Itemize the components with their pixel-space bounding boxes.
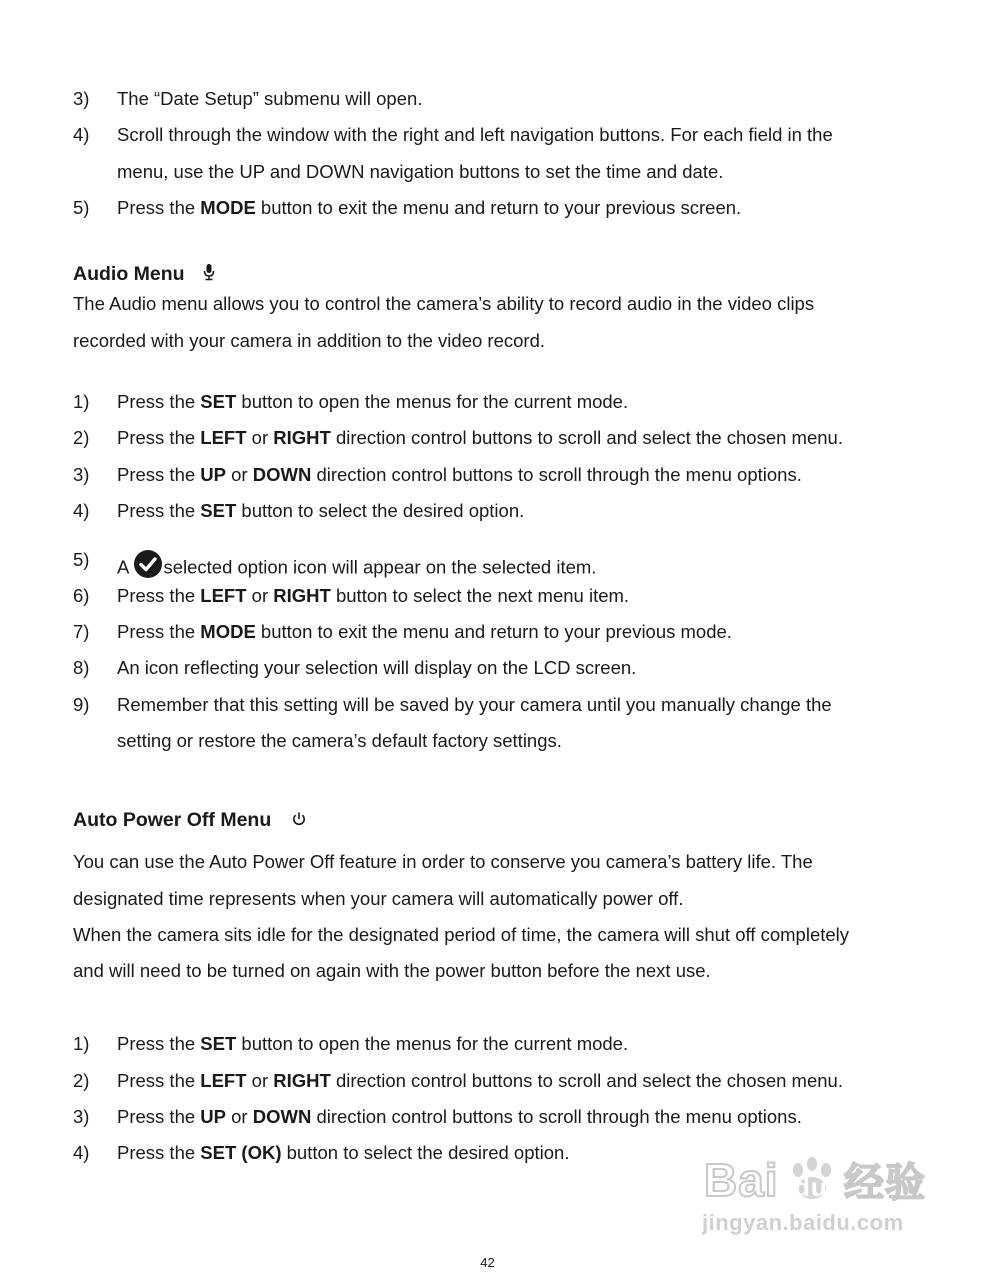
list-item-text: [117, 694, 832, 716]
list-item-number: 3): [73, 464, 90, 485]
list-item-number: 2): [73, 427, 90, 448]
text-run: Press the: [117, 197, 201, 218]
svg-text:du: du: [794, 1172, 828, 1202]
list-item-text: [117, 464, 802, 486]
list-item-number: 5): [73, 197, 90, 218]
list-item-number: 9): [73, 694, 90, 715]
bold-term: RIGHT: [273, 427, 331, 448]
power-icon: [291, 809, 307, 833]
bold-term: SET: [200, 391, 237, 412]
text-run: or: [226, 464, 253, 485]
text-run: button to exit the menu and return to your previous screen.: [255, 197, 742, 218]
text-run: Press the: [117, 427, 201, 448]
text-run: selected option icon will appear on the selected item.: [163, 556, 597, 578]
text-run: menu, use the UP and DOWN navigation buttons to set the time and date.: [117, 161, 724, 182]
list-item-text: [117, 730, 562, 752]
text-run: Press the: [117, 1033, 201, 1054]
text-run: button to select the desired option.: [281, 1142, 570, 1163]
svg-text:Bai: Bai: [704, 1154, 779, 1206]
microphone-icon: [202, 263, 216, 287]
svg-text:经验: 经验: [844, 1160, 926, 1206]
bold-term: LEFT: [200, 427, 247, 448]
list-item-text: [117, 1070, 843, 1092]
auto-power-off-para2-line2: and will need to be turned on again with the power button before the next use.: [73, 960, 711, 981]
text-run: Press the: [117, 1142, 201, 1163]
list-item-text: [117, 1033, 628, 1055]
audio-menu-title: Audio Menu: [73, 263, 185, 285]
list-item-text: [117, 585, 629, 607]
text-run: The “Date Setup” submenu will open.: [117, 88, 423, 109]
text-run: direction control buttons to scroll through the menu options.: [311, 464, 802, 485]
list-item-number: 4): [73, 124, 90, 145]
bold-term: UP: [200, 464, 226, 485]
bold-term: MODE: [200, 197, 256, 218]
list-item-text: [117, 549, 596, 588]
list-item-text: [117, 124, 833, 146]
watermark-logo: [704, 1152, 934, 1219]
list-item-number: 4): [73, 1142, 90, 1163]
list-item-text: [117, 161, 723, 183]
baidu-jingyan-watermark: [700, 1150, 940, 1245]
list-item-number: 3): [73, 1106, 90, 1127]
text-run: or: [246, 1070, 274, 1091]
bold-term: LEFT: [200, 1070, 247, 1091]
list-item-number: 2): [73, 1070, 90, 1091]
text-run: button to select the next menu item.: [330, 585, 630, 606]
list-item-text: [117, 500, 524, 522]
text-run: setting or restore the camera’s default factory settings.: [117, 730, 562, 751]
text-run: Press the: [117, 1106, 201, 1127]
text-run: Press the: [117, 585, 201, 606]
audio-menu-heading: [73, 262, 216, 287]
text-run: button to open the menus for the current mode.: [236, 391, 629, 412]
text-run: Press the: [117, 1070, 201, 1091]
text-run: direction control buttons to scroll and select the chosen menu.: [330, 427, 843, 448]
list-item-number: 1): [73, 1033, 90, 1054]
audio-intro-line-1: The Audio menu allows you to control the camera’s ability to record audio in the video clips: [73, 293, 815, 314]
text-run: Remember that this setting will be saved by your camera until you manually change the: [117, 694, 832, 715]
auto-power-off-para1-line1: You can use the Auto Power Off feature in order to conserve you camera’s battery life. The: [73, 851, 813, 872]
bold-term: UP: [200, 1106, 226, 1127]
list-item-number: 5): [73, 549, 90, 570]
audio-intro-line-2: recorded with your camera in addition to the video record.: [73, 330, 546, 351]
bold-term: MODE: [200, 621, 256, 642]
auto-power-off-para1-line2: designated time represents when your camera will automatically power off.: [73, 888, 684, 909]
list-item-text: [117, 1106, 802, 1128]
page-number: 42: [480, 1255, 495, 1270]
bold-term: SET: [200, 500, 237, 521]
auto-power-off-para2-line1: When the camera sits idle for the designated period of time, the camera will shut off completely: [73, 924, 850, 945]
auto-power-off-title: Auto Power Off Menu: [73, 809, 272, 831]
list-item-number: 6): [73, 585, 90, 606]
text-run: button to open the menus for the current mode.: [236, 1033, 629, 1054]
list-item-text: [117, 427, 843, 449]
list-item-text: [117, 197, 741, 219]
bold-term: SET (OK): [200, 1142, 282, 1163]
list-item-number: 7): [73, 621, 90, 642]
list-item-number: 3): [73, 88, 90, 109]
list-item-text: [117, 1142, 569, 1164]
list-item-text: [117, 88, 422, 110]
text-run: Press the: [117, 500, 201, 521]
bold-term: DOWN: [252, 1106, 312, 1127]
list-item-number: 4): [73, 500, 90, 521]
list-item-text: [117, 621, 732, 643]
text-run: Scroll through the window with the right and left navigation buttons. For each field in the: [117, 124, 833, 145]
text-run: button to exit the menu and return to your previous mode.: [255, 621, 732, 642]
text-run: or: [246, 585, 274, 606]
text-run: Press the: [117, 621, 201, 642]
text-run: Press the: [117, 464, 201, 485]
bold-term: SET: [200, 1033, 237, 1054]
bold-term: DOWN: [252, 464, 312, 485]
checkmark-circle-icon: [133, 549, 163, 588]
text-run: An icon reflecting your selection will display on the LCD screen.: [117, 657, 637, 678]
text-run: or: [226, 1106, 253, 1127]
text-run: or: [246, 427, 274, 448]
text-run: A: [117, 556, 134, 578]
bold-term: RIGHT: [273, 1070, 331, 1091]
watermark-url: jingyan.baidu.com: [702, 1210, 904, 1235]
text-run: Press the: [117, 391, 201, 412]
bold-term: RIGHT: [273, 585, 331, 606]
text-run: direction control buttons to scroll and select the chosen menu.: [330, 1070, 843, 1091]
bold-term: LEFT: [200, 585, 247, 606]
text-run: direction control buttons to scroll through the menu options.: [311, 1106, 802, 1127]
text-run: button to select the desired option.: [236, 500, 525, 521]
list-item-text: [117, 657, 636, 679]
list-item-number: 8): [73, 657, 90, 678]
auto-power-off-heading: [73, 808, 307, 833]
list-item-text: [117, 391, 628, 413]
list-item-number: 1): [73, 391, 90, 412]
